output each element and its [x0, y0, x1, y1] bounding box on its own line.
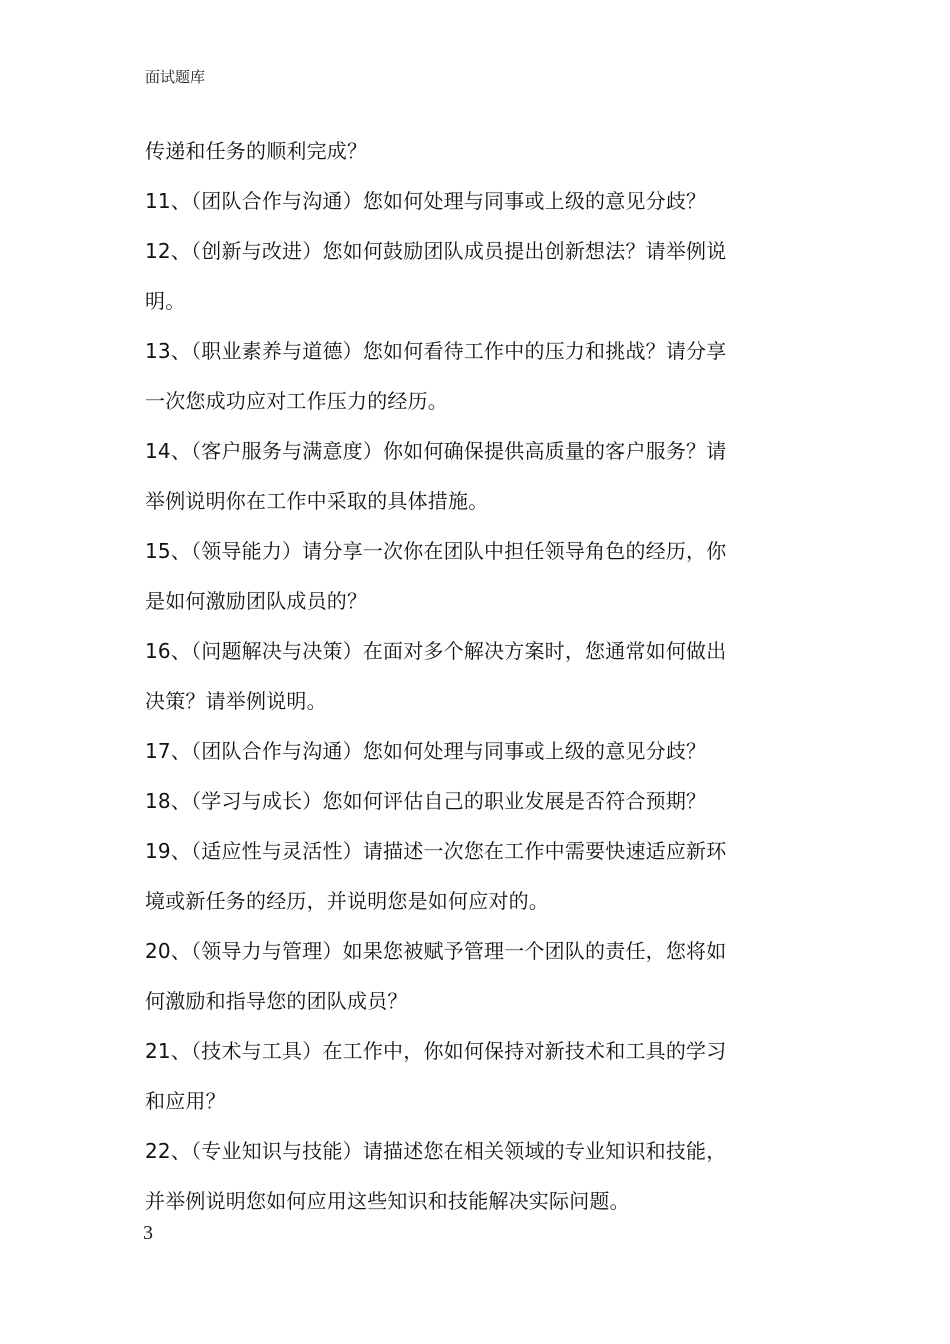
text-line: 明。	[145, 289, 186, 313]
question-20: 20、（领导力与管理）如果您被赋予管理一个团队的责任，您将如	[145, 939, 727, 963]
question-19: 19、（适应性与灵活性）请描述一次您在工作中需要快速适应新环	[145, 839, 727, 863]
text-line: 一次您成功应对工作压力的经历。	[145, 389, 448, 413]
text-line: 传递和任务的顺利完成？	[145, 139, 368, 163]
question-list	[145, 133, 815, 1233]
question-14: 14、（客户服务与满意度）你如何确保提供高质量的客户服务？请	[145, 439, 727, 463]
text-line: 决策？请举例说明。	[145, 689, 327, 713]
text-line: 和应用？	[145, 1089, 226, 1113]
question-11: 11、（团队合作与沟通）您如何处理与同事或上级的意见分歧？	[145, 189, 707, 213]
question-21: 21、（技术与工具）在工作中，你如何保持对新技术和工具的学习	[145, 1039, 727, 1063]
question-17: 17、（团队合作与沟通）您如何处理与同事或上级的意见分歧？	[145, 739, 707, 763]
page-header: 面试题库	[145, 68, 206, 86]
question-13: 13、（职业素养与道德）您如何看待工作中的压力和挑战？请分享	[145, 339, 727, 363]
text-line: 举例说明你在工作中采取的具体措施。	[145, 489, 489, 513]
page-number: 3	[143, 1222, 153, 1244]
text-line: 境或新任务的经历，并说明您是如何应对的。	[145, 889, 549, 913]
text-line: 并举例说明您如何应用这些知识和技能解决实际问题。	[145, 1189, 630, 1213]
question-18: 18、（学习与成长）您如何评估自己的职业发展是否符合预期？	[145, 789, 707, 813]
question-22: 22、（专业知识与技能）请描述您在相关领域的专业知识和技能，	[145, 1139, 727, 1163]
text-line: 何激励和指导您的团队成员？	[145, 989, 408, 1013]
question-12: 12、（创新与改进）您如何鼓励团队成员提出创新想法？请举例说	[145, 239, 727, 263]
question-16: 16、（问题解决与决策）在面对多个解决方案时，您通常如何做出	[145, 639, 727, 663]
text-line: 是如何激励团队成员的？	[145, 589, 368, 613]
question-15: 15、（领导能力）请分享一次你在团队中担任领导角色的经历，你	[145, 539, 727, 563]
